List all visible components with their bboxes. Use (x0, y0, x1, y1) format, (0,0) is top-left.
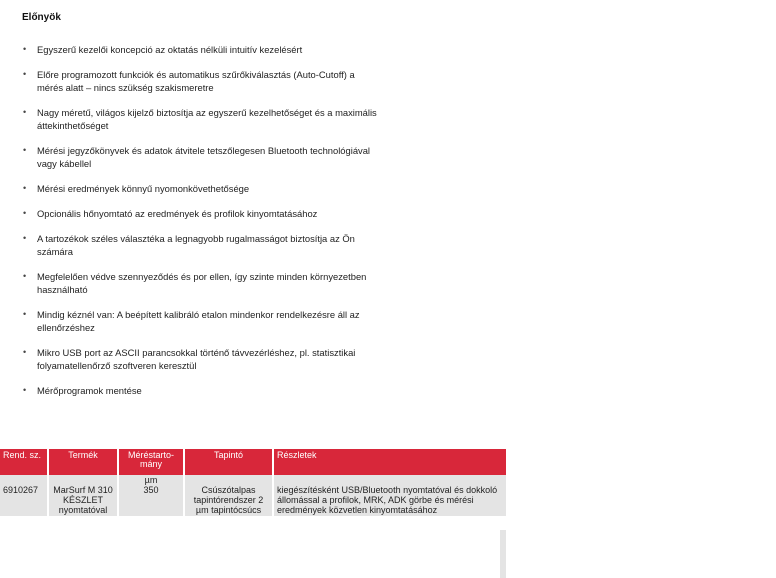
bullet-icon: • (23, 309, 27, 319)
list-item-text: Mérési jegyzőkönyvek és adatok átvitele tetszőlegesen Bluetooth technológiával vagy kábellel (37, 145, 371, 169)
col-header-probe: Tapintó (184, 449, 273, 475)
bullet-icon: • (23, 347, 27, 357)
list-item (22, 232, 382, 258)
table-continuation-bar (500, 530, 506, 578)
list-item-text: Megfelelően védve szennyeződés és por ellen, így szinte minden környezetben használható (37, 271, 367, 295)
bullet-icon: • (23, 183, 27, 193)
section-title: Előnyök (22, 12, 61, 23)
cell-probe: Csúszótalpas tapintórendszer 2 µm tapintócsúcs (184, 485, 273, 516)
list-item-text: Opcionális hőnyomtató az eredmények és profilok kinyomtatásához (37, 208, 318, 219)
table-header-row (0, 449, 506, 475)
col-header-product: Termék (48, 449, 118, 475)
list-item (22, 43, 382, 56)
col-header-details: Részletek (273, 449, 506, 475)
list-item (22, 308, 382, 334)
list-item-text: Egyszerű kezelői koncepció az oktatás nélküli intuitív kezelésért (37, 44, 303, 55)
cell-details: kiegészítésként USB/Bluetooth nyomtatóval és dokkoló állomással a profilok, MRK, ADK görbe és mérési eredmények közvetlen kinyomtatásához (273, 485, 506, 516)
list-item (22, 106, 382, 132)
cell-range: 350 (118, 485, 184, 516)
bullet-icon: • (23, 69, 27, 79)
bullet-icon: • (23, 145, 27, 155)
list-item-text: Előre programozott funkciók és automatikus szűrőkiválasztás (Auto-Cutoff) a mérés alatt – nincs szükség szakismeretre (37, 69, 355, 93)
list-item (22, 144, 382, 170)
bullet-icon: • (23, 208, 27, 218)
bullet-icon: • (23, 385, 27, 395)
col-header-order-no: Rend. sz. (0, 449, 48, 475)
list-item-text: Mindig kéznél van: A beépített kalibráló etalon mindenkor rendelkezésre áll az ellenőrzéshez (37, 309, 360, 333)
range-unit: µm (118, 475, 184, 485)
list-item-text: Mikro USB port az ASCII parancsokkal történő távvezérléshez, pl. statisztikai folyamatellenőrző szoftveren keresztül (37, 347, 356, 371)
product-table (0, 449, 506, 516)
bullet-icon: • (23, 233, 27, 243)
cell-product: MarSurf M 310 KÉSZLET nyomtatóval (48, 485, 118, 516)
list-item-text: A tartozékok széles választéka a legnagyobb rugalmasságot biztosítja az Ön számára (37, 233, 355, 257)
list-item (22, 68, 382, 94)
benefits-list (22, 43, 382, 397)
unit-row (0, 475, 506, 485)
col-header-range: Méréstarto-mány (118, 449, 184, 475)
list-item-text: Mérési eredmények könnyű nyomonkövethetősége (37, 183, 250, 194)
bullet-icon: • (23, 107, 27, 117)
list-item-text: Nagy méretű, világos kijelző biztosítja az egyszerű kezelhetőséget és a maximális áttekinthetőséget (37, 107, 377, 131)
list-item-text: Mérőprogramok mentése (37, 385, 142, 396)
table-row (0, 485, 506, 516)
list-item (22, 207, 382, 220)
bullet-icon: • (23, 271, 27, 281)
list-item (22, 270, 382, 296)
bullet-icon: • (23, 44, 27, 54)
list-item (22, 346, 382, 372)
cell-order-no: 6910267 (0, 485, 48, 516)
list-item (22, 384, 382, 397)
list-item (22, 182, 382, 195)
